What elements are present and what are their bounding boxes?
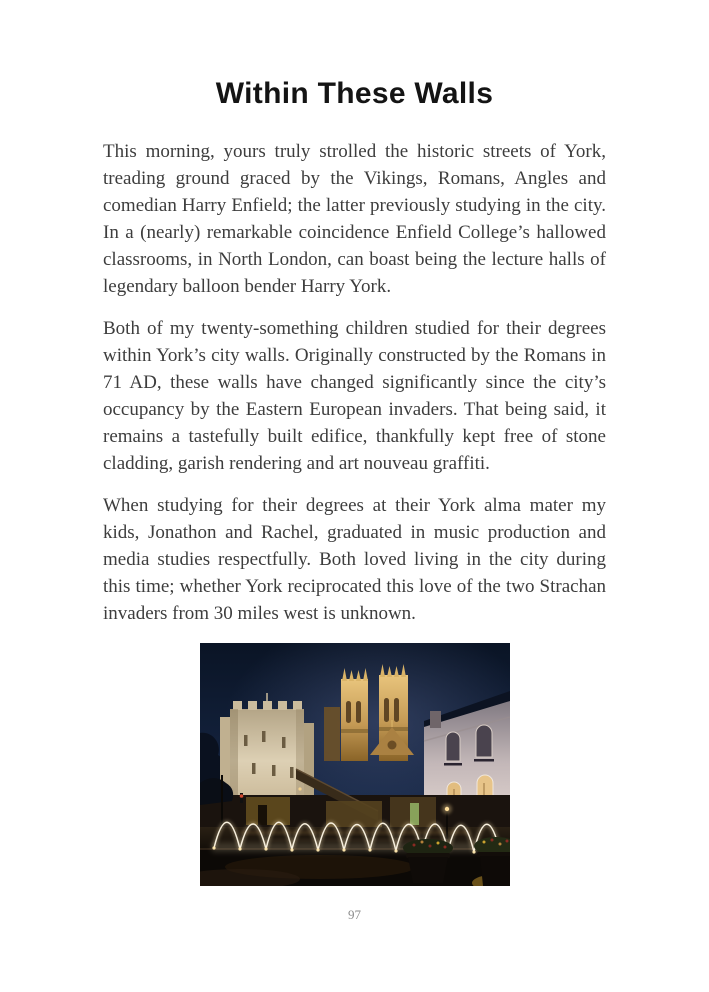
- page-number: 97: [348, 907, 361, 922]
- paragraph-3: When studying for their degrees at their York alma mater my kids, Jonathon and Rachel, graduated in music production and media studies respectfully. Both loved living in the city during this time; whether York reciprocated this love of the two Strachan invaders from 30 miles west is unknown.: [103, 495, 606, 624]
- paragraph-2: Both of my twenty-something children studied for their degrees within York’s city walls. Originally constructed by the Romans in 71 AD, these walls have changed significantly since the city’s occupancy by the Eastern European invaders. That being said, it remains a tastefully built edifice, thankfully kept free of stone cladding, garish rendering and art nouveau graffiti.: [103, 318, 606, 474]
- york-minster-night-photo: [200, 643, 510, 886]
- york-night-illustration: [200, 643, 510, 886]
- article-body: [103, 138, 606, 627]
- page-title: Within These Walls: [215, 77, 494, 110]
- paragraph-1: This morning, yours truly strolled the historic streets of York, treading ground graced by the Vikings, Romans, Angles and comedian Harry Enfield; the latter previously studying in the city. In a (nearly) remarkable coincidence Enfield College’s hallowed classrooms, in North London, can boast being the lecture halls of legendary balloon bender Harry York.: [103, 141, 606, 297]
